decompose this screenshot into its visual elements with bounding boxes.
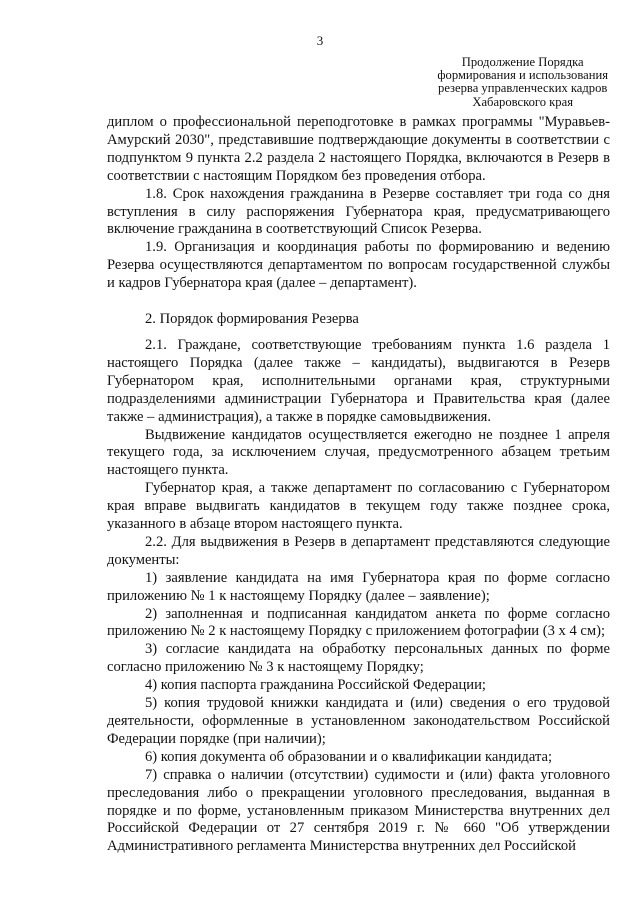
header-line: Продолжение Порядка [461, 55, 584, 69]
paragraph-2-2: 2.2. Для выдвижения в Резерв в департамент представляются следующие документы: [107, 533, 610, 568]
list-item: 4) копия паспорта гражданина Российской Федерации; [145, 677, 486, 694]
section-heading: 2. Порядок формирования Резерва [145, 311, 359, 328]
header-line: резерва управленческих кадров [438, 81, 608, 96]
paragraph-continuation: диплом о профессиональной переподготовке в рамках программы "Муравьев-Амурский 2030", представившие подтверждающие документы в соответствии с подпунктом 9 пункта 2.2 раздела 2 настоящего Порядка, включаются в Резерв в соответствии с настоящим Порядком без проведения отбора. [107, 114, 610, 184]
paragraph-1-9: 1.9. Организация и координация работы по формированию и ведению Резерва осуществляются департаментом по вопросам государственной службы и кадров Губернатора края (далее – департамент). [107, 239, 610, 292]
paragraph-1-8: 1.8. Срок нахождения гражданина в Резерве составляет три года со дня вступления в силу распоряжения Губернатора края, предусматривающего включение гражданина в соответствующий Список Резерва. [107, 185, 610, 238]
list-item: 1) заявление кандидата на имя Губернатора края по форме согласно приложению № 1 к настоящему Порядку (далее – заявление); [107, 569, 610, 604]
list-item: 5) копия трудовой книжки кандидата и (или) сведения о его трудовой деятельности, оформленные в установленном законодательством Российской Федерации порядке (при наличии); [107, 695, 610, 747]
header-line: Хабаровского края [472, 94, 573, 109]
document-body [107, 114, 610, 856]
page-number: 3 [316, 33, 324, 48]
list-item: 6) копия документа об образовании и о квалификации кандидата; [145, 748, 553, 765]
list-item: 7) справка о наличии (отсутствии) судимости и (или) факта уголовного преследования либо о прекращении уголовного преследования, выданная в порядке и по форме, установленным приказом Министерства внутренних дел Российской Федерации от 27 сентября 2019 г. № 660 "Об утверждении Административного регламента Министерства внутренних дел Российской [107, 766, 610, 855]
paragraph-2-1: 2.1. Граждане, соответствующие требованиям пункта 1.6 раздела 1 настоящего Порядка (далее также – кандидаты), выдвигаются в Резерв Губернатором края, исполнительными органами края, структурными подразделениями администрации Губернатора и Правительства края (далее также – администрация), а также в порядке самовыдвижения. [107, 336, 610, 425]
header-line: формирования и использования [437, 68, 608, 83]
list-item: 2) заполненная и подписанная кандидатом анкета по форме согласно приложению № 2 к настоящему Порядку с приложением фотографии (3 х 4 см); [107, 605, 610, 640]
list-item: 3) согласие кандидата на обработку персональных данных по форме согласно приложению № 3 к настоящему Порядку; [107, 641, 610, 676]
paragraph: Губернатор края, а также департамент по согласованию с Губернатором края вправе выдвигать кандидатов в текущем году также позднее срока, указанного в абзаце втором настоящего пункта. [107, 480, 610, 533]
header-continuation-note [437, 56, 608, 109]
paragraph: Выдвижение кандидатов осуществляется ежегодно не позднее 1 апреля текущего года, за исключением случая, предусмотренного абзацем третьим настоящего пункта. [107, 426, 610, 479]
